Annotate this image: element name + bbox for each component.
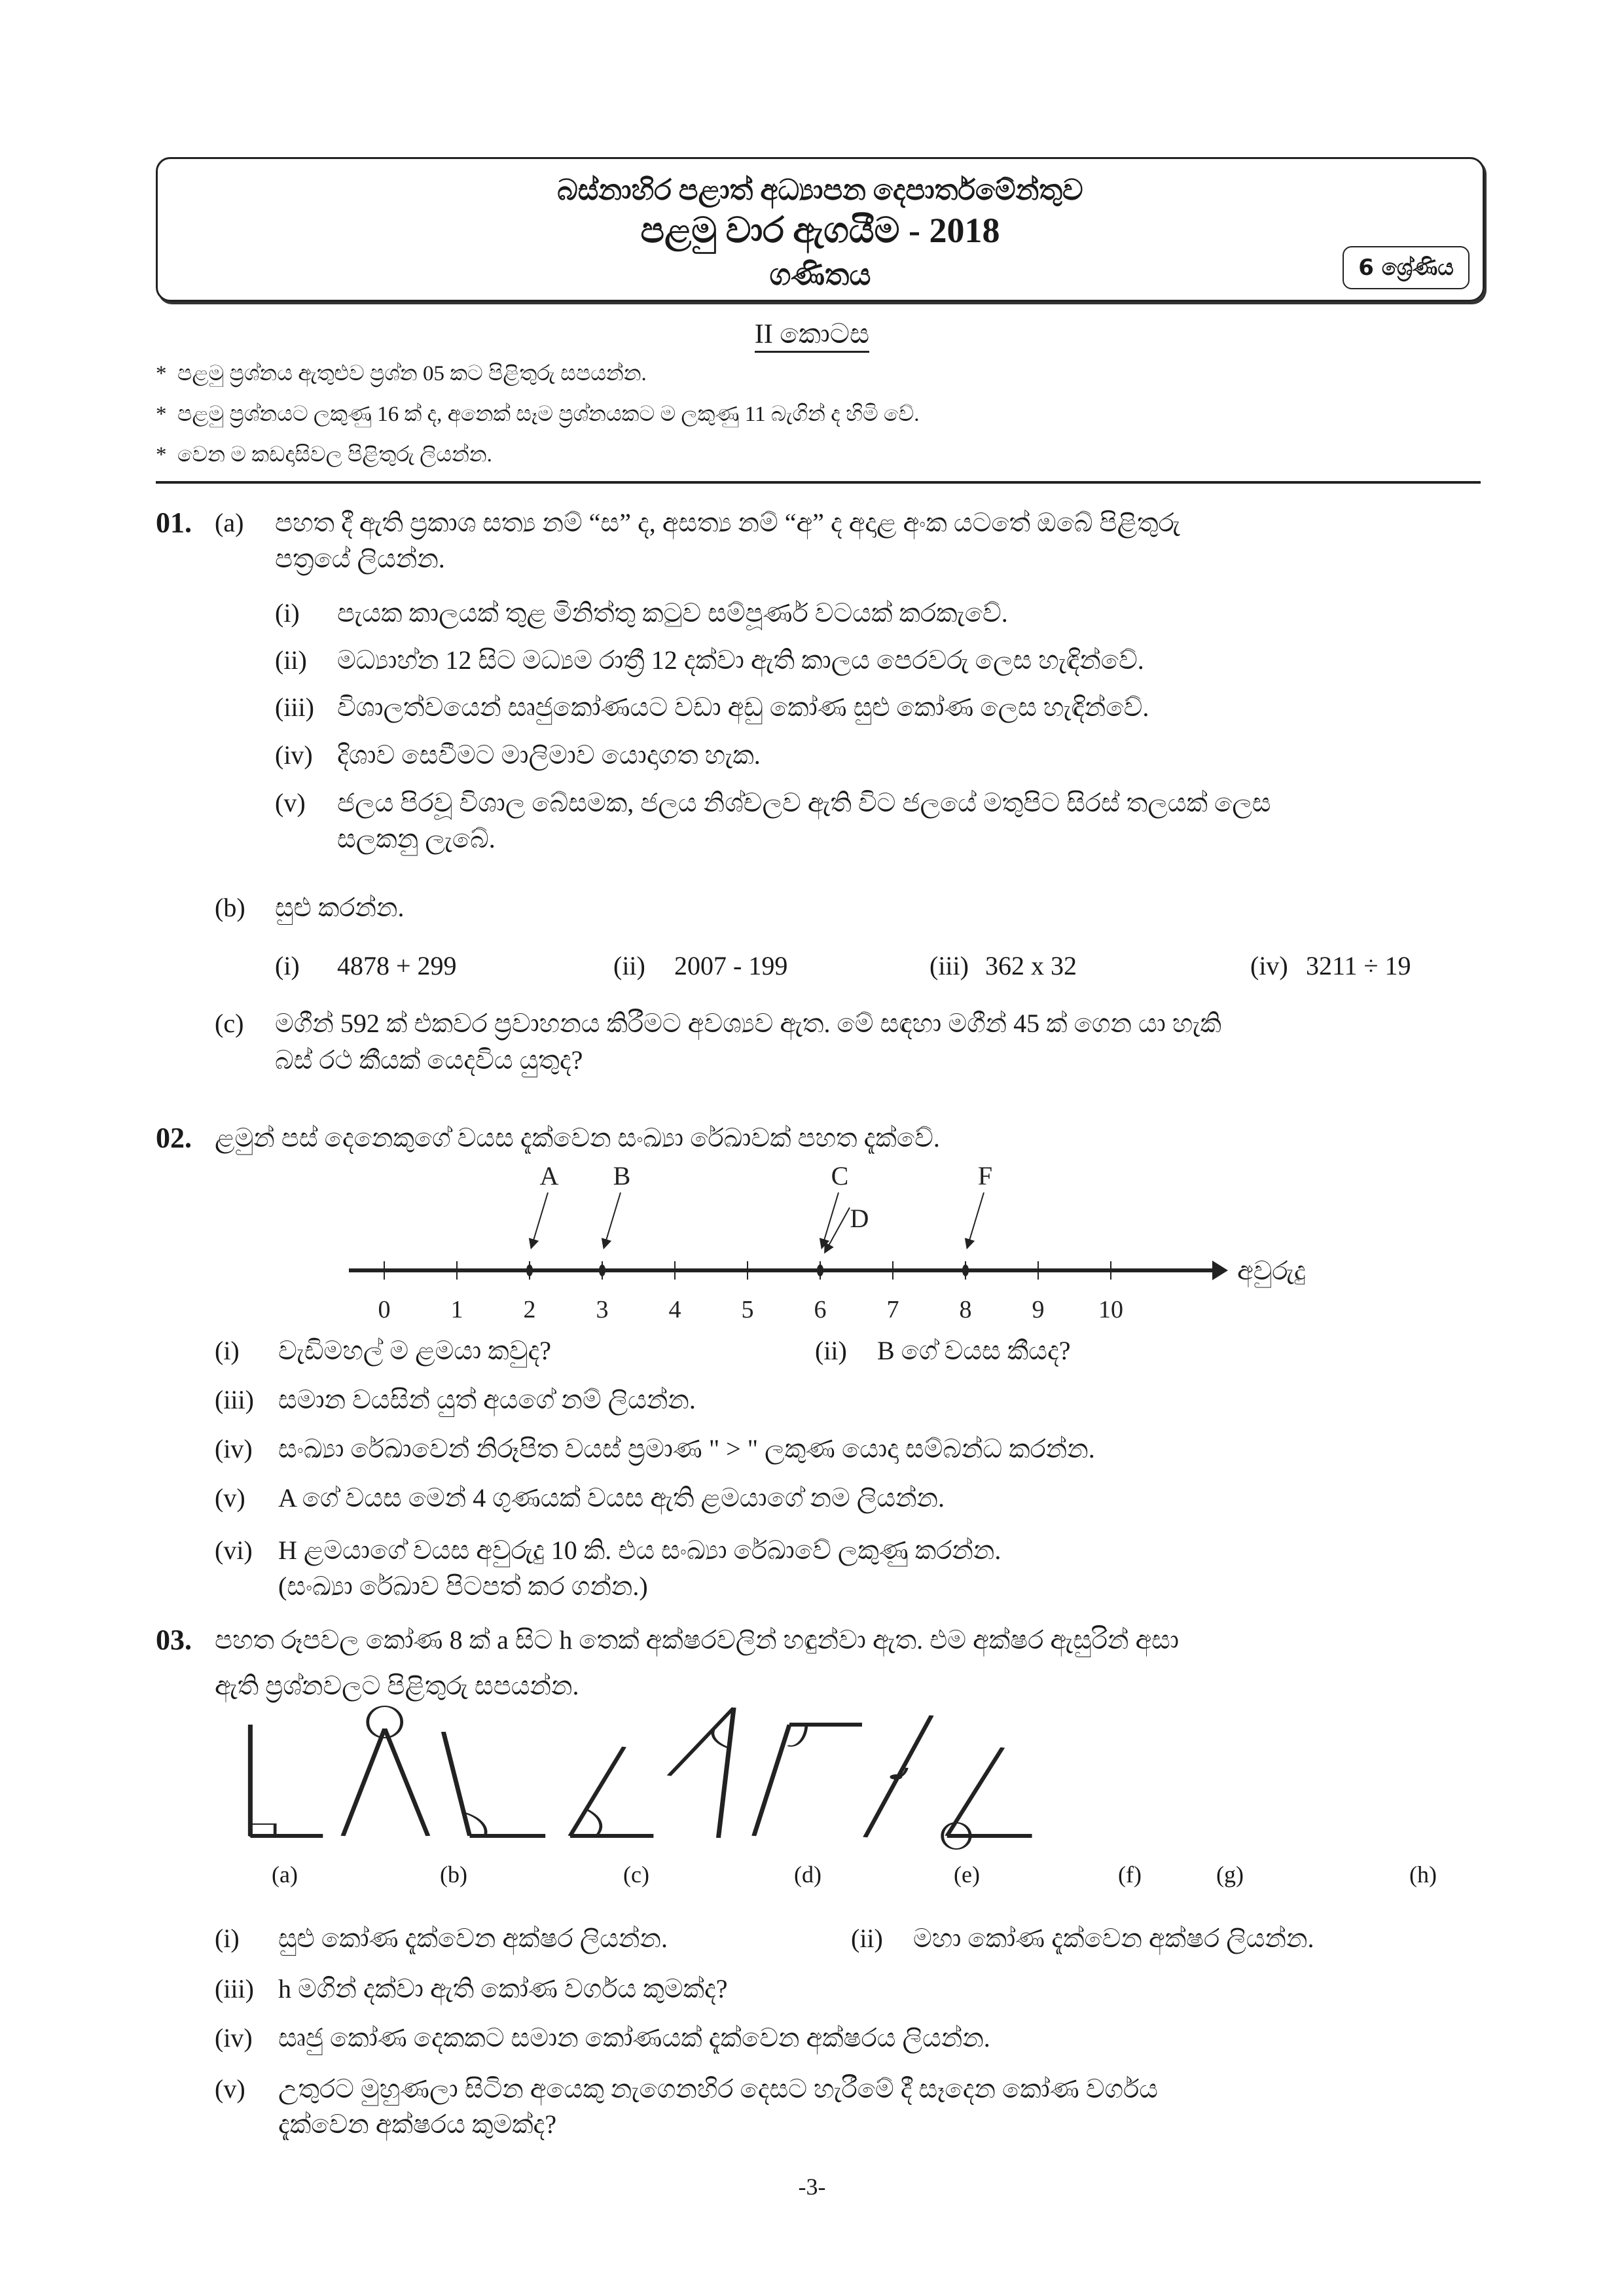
figure-label: (a)	[272, 1861, 298, 1888]
q1b-expr: 2007 - 199	[674, 951, 788, 980]
q1b-text: සුළු කරන්න.	[275, 893, 405, 922]
q1b-item-label: (iii)	[929, 951, 969, 980]
q2-item-label: (iii)	[215, 1385, 254, 1414]
tick-label: 1	[450, 1296, 463, 1323]
point-label-D: D	[850, 1204, 869, 1233]
q2-item-text: A ගේ වයස මෙන් 4 ගුණයක් වයස ඇති ළමයාගේ නම ලියන්න.	[278, 1483, 945, 1513]
department-title: බස්නාහිර පළාත් අධ්‍යාපන දෙපාර්තමේන්තුව	[557, 174, 1083, 206]
tick-label: 5	[741, 1296, 754, 1323]
q1a-item-text: පැයක කාලයක් තුළ මිනිත්තු කටුව සම්පූර්ණ වටයක් කරකැවේ.	[337, 598, 1008, 628]
bullet-icon: *	[156, 443, 167, 467]
point-label-A: A	[539, 1161, 559, 1191]
q2-item-text: සංඛ්‍යා රේඛාවෙන් නිරූපිත වයස් ප්‍රමාණ " > " ලකුණ යොදා සම්බන්ධ කරන්න.	[278, 1434, 1095, 1463]
q2-item-text: සමාන වයසින් යුත් අයගේ නම් ලියන්න.	[278, 1385, 696, 1414]
q1c-text-line2: බස් රථ කීයක් යෙදවිය යුතුද?	[275, 1045, 583, 1075]
q1a-text-line1: පහත දී ඇති ප්‍රකාශ සත්‍ය නම් “ස” ද, අසත්‍ය නම් “අ” ද අදාළ අංක යටතේ ඔබේ පිළිතුරු	[275, 508, 1181, 537]
figure-label: (b)	[440, 1861, 467, 1888]
q1c-label: (c)	[215, 1009, 244, 1038]
q1a-item-text-cont: සලකනු ලැබේ.	[337, 824, 496, 853]
angle-d	[570, 1747, 653, 1836]
page-number: -3-	[798, 2174, 826, 2200]
q1c-text-line1: මගීන් 592 ක් එකවර ප්‍රවාහනය කිරීමට අවශ්‍යව ඇත. මේ සඳහා මගීන් 45 ක් ගෙන යා හැකි	[275, 1009, 1221, 1038]
tick-label: 2	[523, 1296, 536, 1323]
q2-item-label: (i)	[215, 1336, 240, 1365]
q1a-item-label: (iii)	[275, 692, 314, 722]
tick-label: 10	[1098, 1296, 1123, 1323]
q3-item-label: (i)	[215, 1924, 240, 1953]
axis-label: අවුරුදු	[1237, 1256, 1306, 1285]
q1a-item-label: (iv)	[275, 740, 313, 770]
angle-b	[343, 1706, 428, 1836]
angle-g	[865, 1715, 931, 1837]
q3-item-label: (ii)	[851, 1924, 883, 1953]
q2-item-text: වැඩිමහල් ම ළමයා කවුද?	[278, 1336, 552, 1365]
q3-item-label: (iv)	[215, 2023, 253, 2053]
angle-f	[754, 1725, 862, 1836]
q3-item-label: (iii)	[215, 1974, 254, 2003]
angle-e	[669, 1708, 734, 1838]
q1a-label: (a)	[215, 508, 244, 537]
q1b-expr: 362 x 32	[985, 951, 1077, 980]
q1b-label: (b)	[215, 893, 245, 922]
q1b-item-label: (i)	[275, 951, 300, 980]
tick-label: 4	[668, 1296, 681, 1323]
question-number: 03.	[156, 1624, 192, 1656]
q3-text-line1: පහත රූපවල කෝණ 8 ක් a සිට h තෙක් අක්ෂරවලින් හඳුන්වා ඇත. එම අක්ෂර ඇසුරින් අසා	[215, 1625, 1180, 1655]
q2-item-text: H ළමයාගේ වයස අවුරුදු 10 කි. එය සංඛ්‍යා රේඛාවේ ලකුණු කරන්න.	[278, 1535, 1001, 1565]
q2-item-label: (vi)	[215, 1535, 253, 1565]
angle-a	[250, 1725, 323, 1836]
q1b-expr: 3211 ÷ 19	[1306, 951, 1411, 980]
angle-c	[443, 1732, 545, 1836]
figure-label: (e)	[954, 1861, 980, 1888]
q2-item-label: (iv)	[215, 1434, 253, 1463]
angle-h	[943, 1748, 1032, 1849]
tick-label: 3	[596, 1296, 609, 1323]
tick-label: 6	[814, 1296, 827, 1323]
tick-label: 8	[959, 1296, 972, 1323]
point-label-C: C	[831, 1161, 849, 1191]
exam-title: පළමු වාර ඇගයීම - 2018	[640, 211, 1000, 250]
tick-label: 0	[378, 1296, 391, 1323]
q3-item-text-cont: දැක්වෙන අක්ෂරය කුමක්ද?	[278, 2109, 557, 2139]
q1b-expr: 4878 + 299	[337, 951, 457, 980]
figure-label: (c)	[623, 1861, 649, 1888]
tick-label: 9	[1032, 1296, 1045, 1323]
figure-label: (f)	[1118, 1861, 1142, 1888]
q2-item-label: (ii)	[815, 1336, 847, 1365]
figure-label: (g)	[1216, 1861, 1244, 1888]
instruction-text: වෙන ම කඩදාසිවල පිළිතුරු ලියන්න.	[177, 443, 492, 467]
figure-label: (h)	[1409, 1861, 1437, 1888]
q1a-item-text: ජලය පිරවූ විශාල බේසමක, ජලය නිශ්චලව ඇති විට ජලයේ මතුපිට සිරස් තලයක් ලෙස	[337, 788, 1271, 817]
q1a-item-text: විශාලත්වයෙන් සෘජුකෝණයට වඩා අඩු කෝණ සුළු කෝණ ලෙස හැඳින්වේ.	[337, 692, 1149, 722]
q3-item-text: සෘජු කෝණ දෙකකට සමාන කෝණයක් දැක්වෙන අක්ෂරය ලියන්න.	[278, 2023, 990, 2053]
q2-item-text: B ගේ වයස කීයද?	[877, 1336, 1071, 1365]
q2-text: ළමුන් පස් දෙනෙකුගේ වයස දැක්වෙන සංඛ්‍යා රේඛාවක් පහත දැක්වේ.	[215, 1123, 940, 1153]
q3-text-line2: ඇති ප්‍රශ්නවලට පිළිතුරු සපයන්න.	[215, 1671, 579, 1700]
q1a-item-text: දිශාව සෙවීමට මාලිමාව යොදාගත හැක.	[337, 740, 761, 770]
q1a-item-text: මධ්‍යාහ්න 12 සිට මධ්‍යම රාත්‍රී 12 දක්වා ඇති කාලය පෙරවරු ලෙස හැඳින්වේ.	[337, 645, 1144, 675]
q3-item-text: h මගින් දක්වා ඇති කෝණ වර්ගය කුමක්ද?	[278, 1974, 728, 2003]
q3-item-text: සුළු කෝණ දැක්වෙන අක්ෂර ලියන්න.	[278, 1924, 668, 1953]
grade-badge: 6 ශ්‍රේණිය	[1343, 246, 1470, 289]
q1a-item-label: (i)	[275, 598, 300, 628]
q1a-item-label: (ii)	[275, 645, 307, 675]
bullet-icon: *	[156, 362, 167, 386]
subject-title: ගණිතය	[769, 258, 871, 291]
section-title-text: II කොටස	[755, 319, 869, 353]
q1a-item-label: (v)	[275, 788, 306, 817]
question-number: 01.	[156, 507, 192, 539]
q3-item-text: උතුරට මුහුණලා සිටින අයෙකු නැගෙනහිර දෙසට හැරීමේ දී සෑදෙන කෝණ වර්ගය	[278, 2074, 1159, 2104]
question-number: 02.	[156, 1122, 192, 1154]
q1b-item-label: (ii)	[613, 951, 645, 980]
point-label-B: B	[613, 1161, 631, 1191]
q1b-item-label: (iv)	[1250, 951, 1288, 980]
q1a-text-line2: පත්‍රයේ ලියන්න.	[275, 544, 445, 573]
q2-item-text-cont: (සංඛ්‍යා රේඛාව පිටපත් කර ගන්න.)	[278, 1571, 648, 1601]
q3-item-label: (v)	[215, 2074, 245, 2104]
bullet-icon: *	[156, 403, 167, 426]
instruction-text: පළමු ප්‍රශ්නය ඇතුළුව ප්‍රශ්න 05 කට පිළිතුරු සපයන්න.	[177, 362, 647, 386]
figure-label: (d)	[794, 1861, 821, 1888]
q3-item-text: මහා කෝණ දැක්වෙන අක්ෂර ලියන්න.	[913, 1924, 1314, 1953]
instruction-text: පළමු ප්‍රශ්නයට ලකුණු 16 ක් ද, අනෙක් සෑම ප්‍රශ්නයකට ම ලකුණු 11 බැගින් ද හිමි වේ.	[177, 403, 920, 426]
point-label-F: F	[977, 1161, 993, 1191]
q2-item-label: (v)	[215, 1483, 245, 1513]
tick-label: 7	[886, 1296, 899, 1323]
